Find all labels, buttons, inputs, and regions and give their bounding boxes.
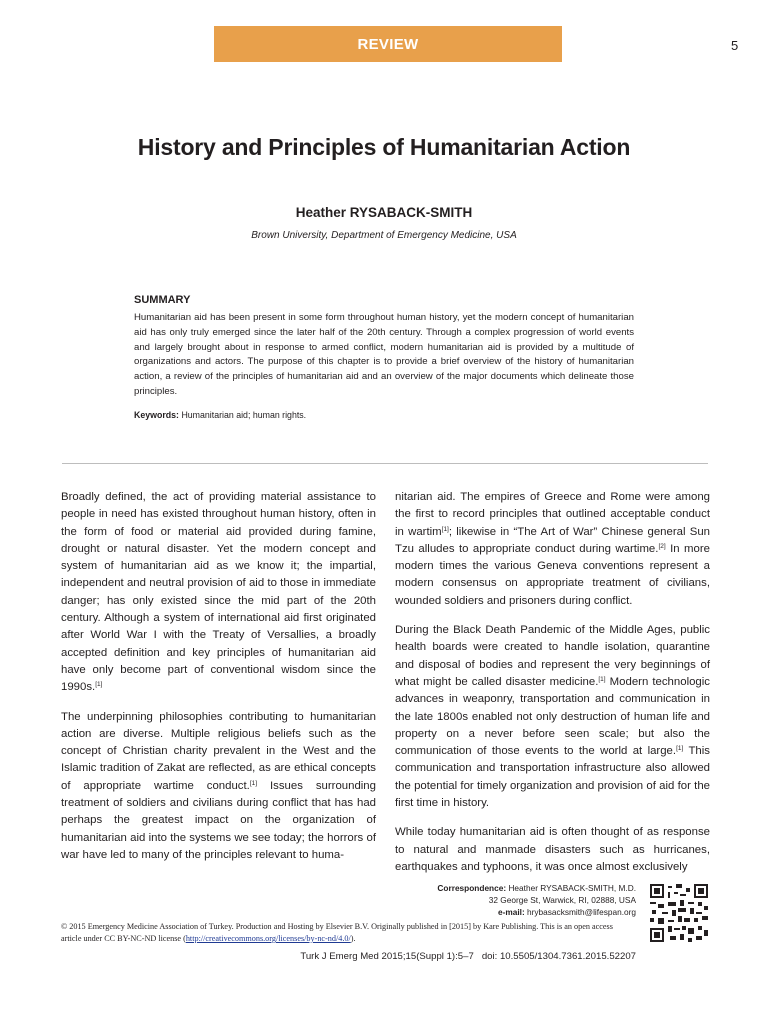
correspondence-line	[380, 882, 636, 894]
page-number: 5	[731, 38, 739, 53]
article-type-banner	[214, 26, 562, 62]
correspondence-block	[380, 882, 636, 918]
correspondence-email-line	[380, 906, 636, 918]
article-title: History and Principles of Humanitarian Action	[137, 134, 631, 160]
body-column-right	[395, 489, 710, 888]
author-affiliation: Brown University, Department of Emergency Medicine, USA	[251, 230, 517, 241]
banner-label: REVIEW	[357, 35, 419, 53]
paragraph-text: ; likewise in “The Art of War” Chinese general Sun Tzu alludes to appropriate conduct during wartime.	[395, 525, 710, 555]
keywords	[134, 410, 634, 420]
correspondence-address: 32 George St, Warwick, RI, 02888, USA	[488, 895, 636, 905]
body-column-left	[61, 489, 376, 876]
paragraph	[395, 622, 710, 812]
reference-marker[interactable]: [1]	[441, 525, 449, 533]
qr-code-icon[interactable]	[650, 884, 708, 942]
paragraph-text: While today humanitarian aid is often thought of as response to natural and manmade disasters such as hurricanes, earthquakes and typhoons, it was once almost exclusively	[395, 826, 710, 873]
correspondence-name: Heather RYSABACK-SMITH, M.D.	[508, 883, 636, 893]
reference-marker[interactable]: [1]	[95, 681, 103, 689]
citation-doi[interactable]: doi: 10.5505/1304.7361.2015.52207	[481, 951, 636, 962]
paragraph-text: The underpinning philosophies contributing to humanitarian action are diverse. Multiple religious beliefs such as the concept of Christian charity prevalent in the West and the Islamic tradition of Zakat are reflected, as are ethical concepts of appropriate wartime conduct.	[61, 710, 376, 792]
reference-marker[interactable]: [1]	[676, 745, 684, 753]
reference-marker[interactable]: [1]	[249, 779, 258, 787]
summary-text: Humanitarian aid has been present in some form throughout human history, yet the modern concept of humanitarian aid has only truly emerged since the later half of the 20th century. Through a complex progression of world events and largely brought about in response to armed conflict, modern humanitarian aid is provided by a multitude of organizations and actors. The purpose of this chapter is to provide a brief overview of the history of humanitarian action, a review of the principles of humanitarian aid and an overview of the major documents which delineate those principles.	[134, 312, 634, 397]
paragraph	[395, 489, 710, 610]
keywords-text: Humanitarian aid; human rights.	[181, 409, 307, 420]
paragraph-text: Broadly defined, the act of providing material assistance to people in need has existed throughout human history, often in the form of food or material aid provided during famine, drought or natural disaster. Yet the modern concept and system of humanitarian aid as we know it; the impartial, independent and neutral provision of aid to those in immediate danger; has only existed since the mid part of the 20th century. Although a system of international aid first originated after World War I with the Treaty of Versallies, a broadly accepted definition and key principles of humanitarian aid have only become part of conventional wisdom since the 1990s.	[61, 491, 376, 694]
paragraph-text: Issues surrounding treatment of soldiers and civilians during conflict that has had perhaps the greatest impact on the organization of humanitarian aid into the systems we see today; the horrors of war have led to many of the principles relevant to huma-	[61, 779, 376, 861]
paragraph	[395, 824, 710, 876]
license-text: © 2015 Emergency Medicine Association of Turkey. Production and Hosting by Elsevier B.V. Originally published in [2015] by Kare Publishing. This is an open access article under CC BY-NC-ND license (	[61, 922, 613, 943]
paragraph	[61, 709, 376, 865]
reference-marker[interactable]: [1]	[598, 675, 606, 683]
summary-heading: SUMMARY	[134, 294, 191, 306]
license-notice	[61, 921, 621, 945]
license-link[interactable]: http://creativecommons.org/licenses/by-nc-nd/4.0/	[185, 934, 351, 943]
keywords-label: Keywords:	[134, 409, 179, 420]
summary-section	[134, 294, 634, 420]
license-text-end: ).	[350, 934, 356, 943]
journal-citation	[0, 951, 636, 962]
citation-journal: Turk J Emerg Med 2015;15(Suppl 1):5–7	[300, 951, 474, 962]
email-address[interactable]: hrybasacksmith@lifespan.org	[527, 907, 636, 917]
email-label: e-mail:	[497, 907, 525, 917]
section-divider	[62, 463, 708, 464]
paragraph-text: In more modern times the various Geneva conventions represent a modern consensus on appropriate treatment of civilians, wounded soldiers and prisoners during conflict.	[395, 542, 710, 607]
paragraph-text: During the Black Death Pandemic of the Middle Ages, public health boards were created to handle isolation, quarantine and disposal of bodies and represent the very beginnings of what might be called disaster medicine.	[395, 624, 710, 688]
author-name: Heather RYSABACK-SMITH	[295, 205, 473, 220]
correspondence-label: Correspondence:	[437, 883, 507, 893]
paragraph-text: Modern technologic advances in weaponry, transportation and communication in the late 1800s enabled not only destruction of human life and property on a never before seen scale; but also the communication of those events to the world at large.	[395, 675, 710, 758]
reference-marker[interactable]: [2]	[658, 542, 666, 550]
paragraph-text: nitarian aid. The empires of Greece and Rome were among the first to record principles that outlined acceptable conduct in wartim	[395, 491, 710, 538]
paragraph	[61, 489, 376, 697]
paragraph-text: This communication and transportation infrastructure also allowed the potential for timely organization and provision of aid for the first time in history.	[395, 745, 710, 810]
